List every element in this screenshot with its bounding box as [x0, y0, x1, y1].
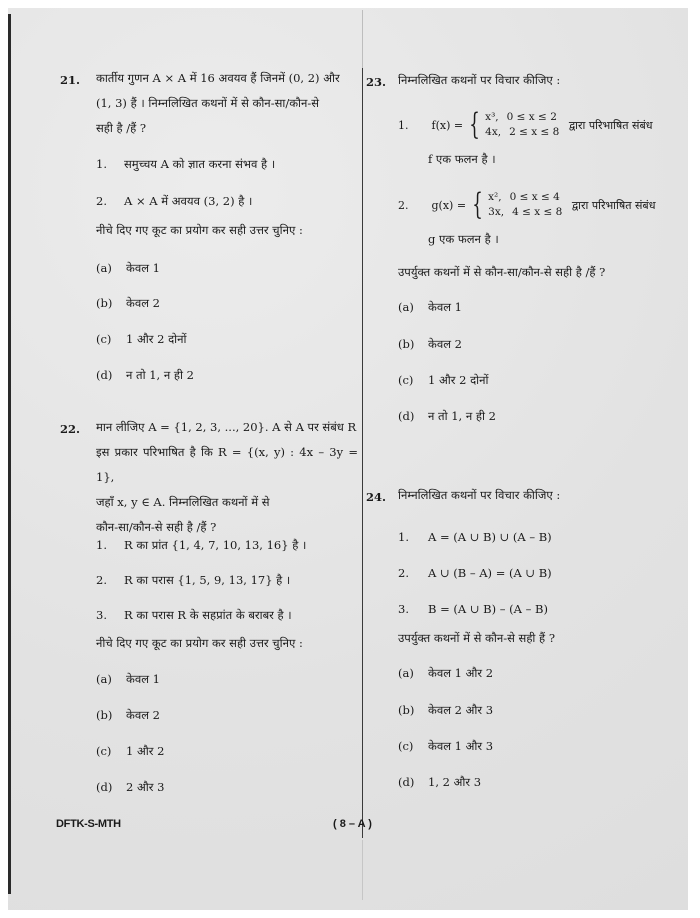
question-stem	[398, 68, 678, 93]
statement-2: 2. R का परास {1, 5, 9, 13, 17} है ।	[96, 573, 291, 587]
stem-line: कार्तीय गुणन A × A में 16 अवयव हैं जिनमें (0, 2) और	[96, 71, 340, 85]
booklet-code: DFTK-S-MTH	[56, 818, 121, 830]
page-number: ( 8 – A )	[333, 818, 372, 830]
function-name: g(x) =	[431, 198, 467, 212]
instruction: नीचे दिए गए कूट का प्रयोग कर सही उत्तर चुनिए :	[96, 636, 303, 650]
statement-2: 2. A ∪ (B – A) = (A ∪ B)	[398, 566, 552, 580]
statement-1: 1. A = (A ∪ B) ∪ (A – B)	[398, 530, 552, 544]
option-d[interactable]: (d) न तो 1, न ही 2	[398, 409, 496, 423]
option-d[interactable]: (d) 1, 2 और 3	[398, 775, 482, 789]
option-d[interactable]: (d) न तो 1, न ही 2	[96, 368, 194, 382]
cases: x², 0 ≤ x ≤ 4 3x, 4 ≤ x ≤ 8	[488, 191, 563, 218]
stem-line: सही है /हैं ?	[96, 121, 147, 135]
instruction: उपर्युक्त कथनों में से कौन-से सही हैं ?	[398, 631, 555, 645]
column-divider	[362, 68, 363, 838]
option-b[interactable]: (b) केवल 2	[96, 296, 160, 310]
column-divider-bottom	[362, 840, 363, 900]
option-b[interactable]: (b) केवल 2	[96, 708, 160, 722]
instruction: उपर्युक्त कथनों में से कौन-सा/कौन-से सही है /हैं ?	[398, 265, 606, 279]
statement-2: 2. A × A में अवयव (3, 2) है ।	[96, 194, 253, 208]
stem-line: (1, 3) हैं । निम्नलिखित कथनों में से कौन-सा/कौन-से	[96, 96, 320, 110]
question-stem	[96, 66, 358, 141]
statement-2-piecewise	[398, 187, 656, 222]
option-c[interactable]: (c) 1 और 2 दोनों	[398, 373, 489, 387]
question-number: 23.	[366, 75, 387, 89]
statement-number: 2.	[398, 198, 409, 212]
statement-tail: द्वारा परिभाषित संबंध	[571, 198, 656, 212]
column-divider-top	[362, 10, 363, 68]
stem-line: निम्नलिखित कथनों पर विचार कीजिए :	[398, 73, 561, 87]
statement-1: 1. R का प्रांत {1, 4, 7, 10, 13, 16} है ।	[96, 538, 307, 552]
stem-line: मान लीजिए A = {1, 2, 3, ..., 20}. A से A पर संबंध R	[96, 420, 357, 434]
option-a[interactable]: (a) केवल 1	[96, 672, 160, 686]
brace-icon: {	[468, 107, 480, 142]
page-edge-shadow	[8, 14, 11, 894]
option-a[interactable]: (a) केवल 1 और 2	[398, 666, 494, 680]
option-c[interactable]: (c) 1 और 2 दोनों	[96, 332, 187, 346]
stem-line: कौन-सा/कौन-से सही है /हैं ?	[96, 520, 217, 534]
statement-1-continuation: f एक फलन है ।	[428, 152, 496, 166]
cases: x³, 0 ≤ x ≤ 2 4x, 2 ≤ x ≤ 8	[485, 111, 560, 138]
option-b[interactable]: (b) केवल 2 और 3	[398, 703, 494, 717]
statement-2-continuation: g एक फलन है ।	[428, 232, 499, 246]
option-c[interactable]: (c) केवल 1 और 3	[398, 739, 494, 753]
statement-1-piecewise	[398, 107, 653, 142]
option-c[interactable]: (c) 1 और 2	[96, 744, 165, 758]
statement-number: 1.	[398, 118, 409, 132]
stem-line: जहाँ x, y ∈ A. निम्नलिखित कथनों में से	[96, 495, 270, 509]
instruction: नीचे दिए गए कूट का प्रयोग कर सही उत्तर चुनिए :	[96, 223, 303, 237]
function-name: f(x) =	[431, 118, 464, 132]
option-a[interactable]: (a) केवल 1	[398, 300, 462, 314]
option-d[interactable]: (d) 2 और 3	[96, 780, 165, 794]
statement-tail: द्वारा परिभाषित संबंध	[568, 118, 653, 132]
option-b[interactable]: (b) केवल 2	[398, 337, 462, 351]
statement-1: 1. समुच्चय A को ज्ञात करना संभव है ।	[96, 157, 276, 171]
statement-3: 3. B = (A ∪ B) – (A – B)	[398, 602, 548, 616]
question-number: 24.	[366, 490, 387, 504]
question-stem	[96, 415, 358, 540]
brace-icon: {	[471, 187, 483, 222]
stem-line: निम्नलिखित कथनों पर विचार कीजिए :	[398, 488, 561, 502]
question-stem	[398, 483, 678, 508]
option-a[interactable]: (a) केवल 1	[96, 261, 160, 275]
question-number: 21.	[60, 73, 81, 87]
stem-line: इस प्रकार परिभाषित है कि R = {(x, y) : 4x – 3y = 1},	[96, 445, 358, 484]
question-number: 22.	[60, 422, 81, 436]
statement-3: 3. R का परास R के सहप्रांत के बराबर है ।	[96, 608, 292, 622]
